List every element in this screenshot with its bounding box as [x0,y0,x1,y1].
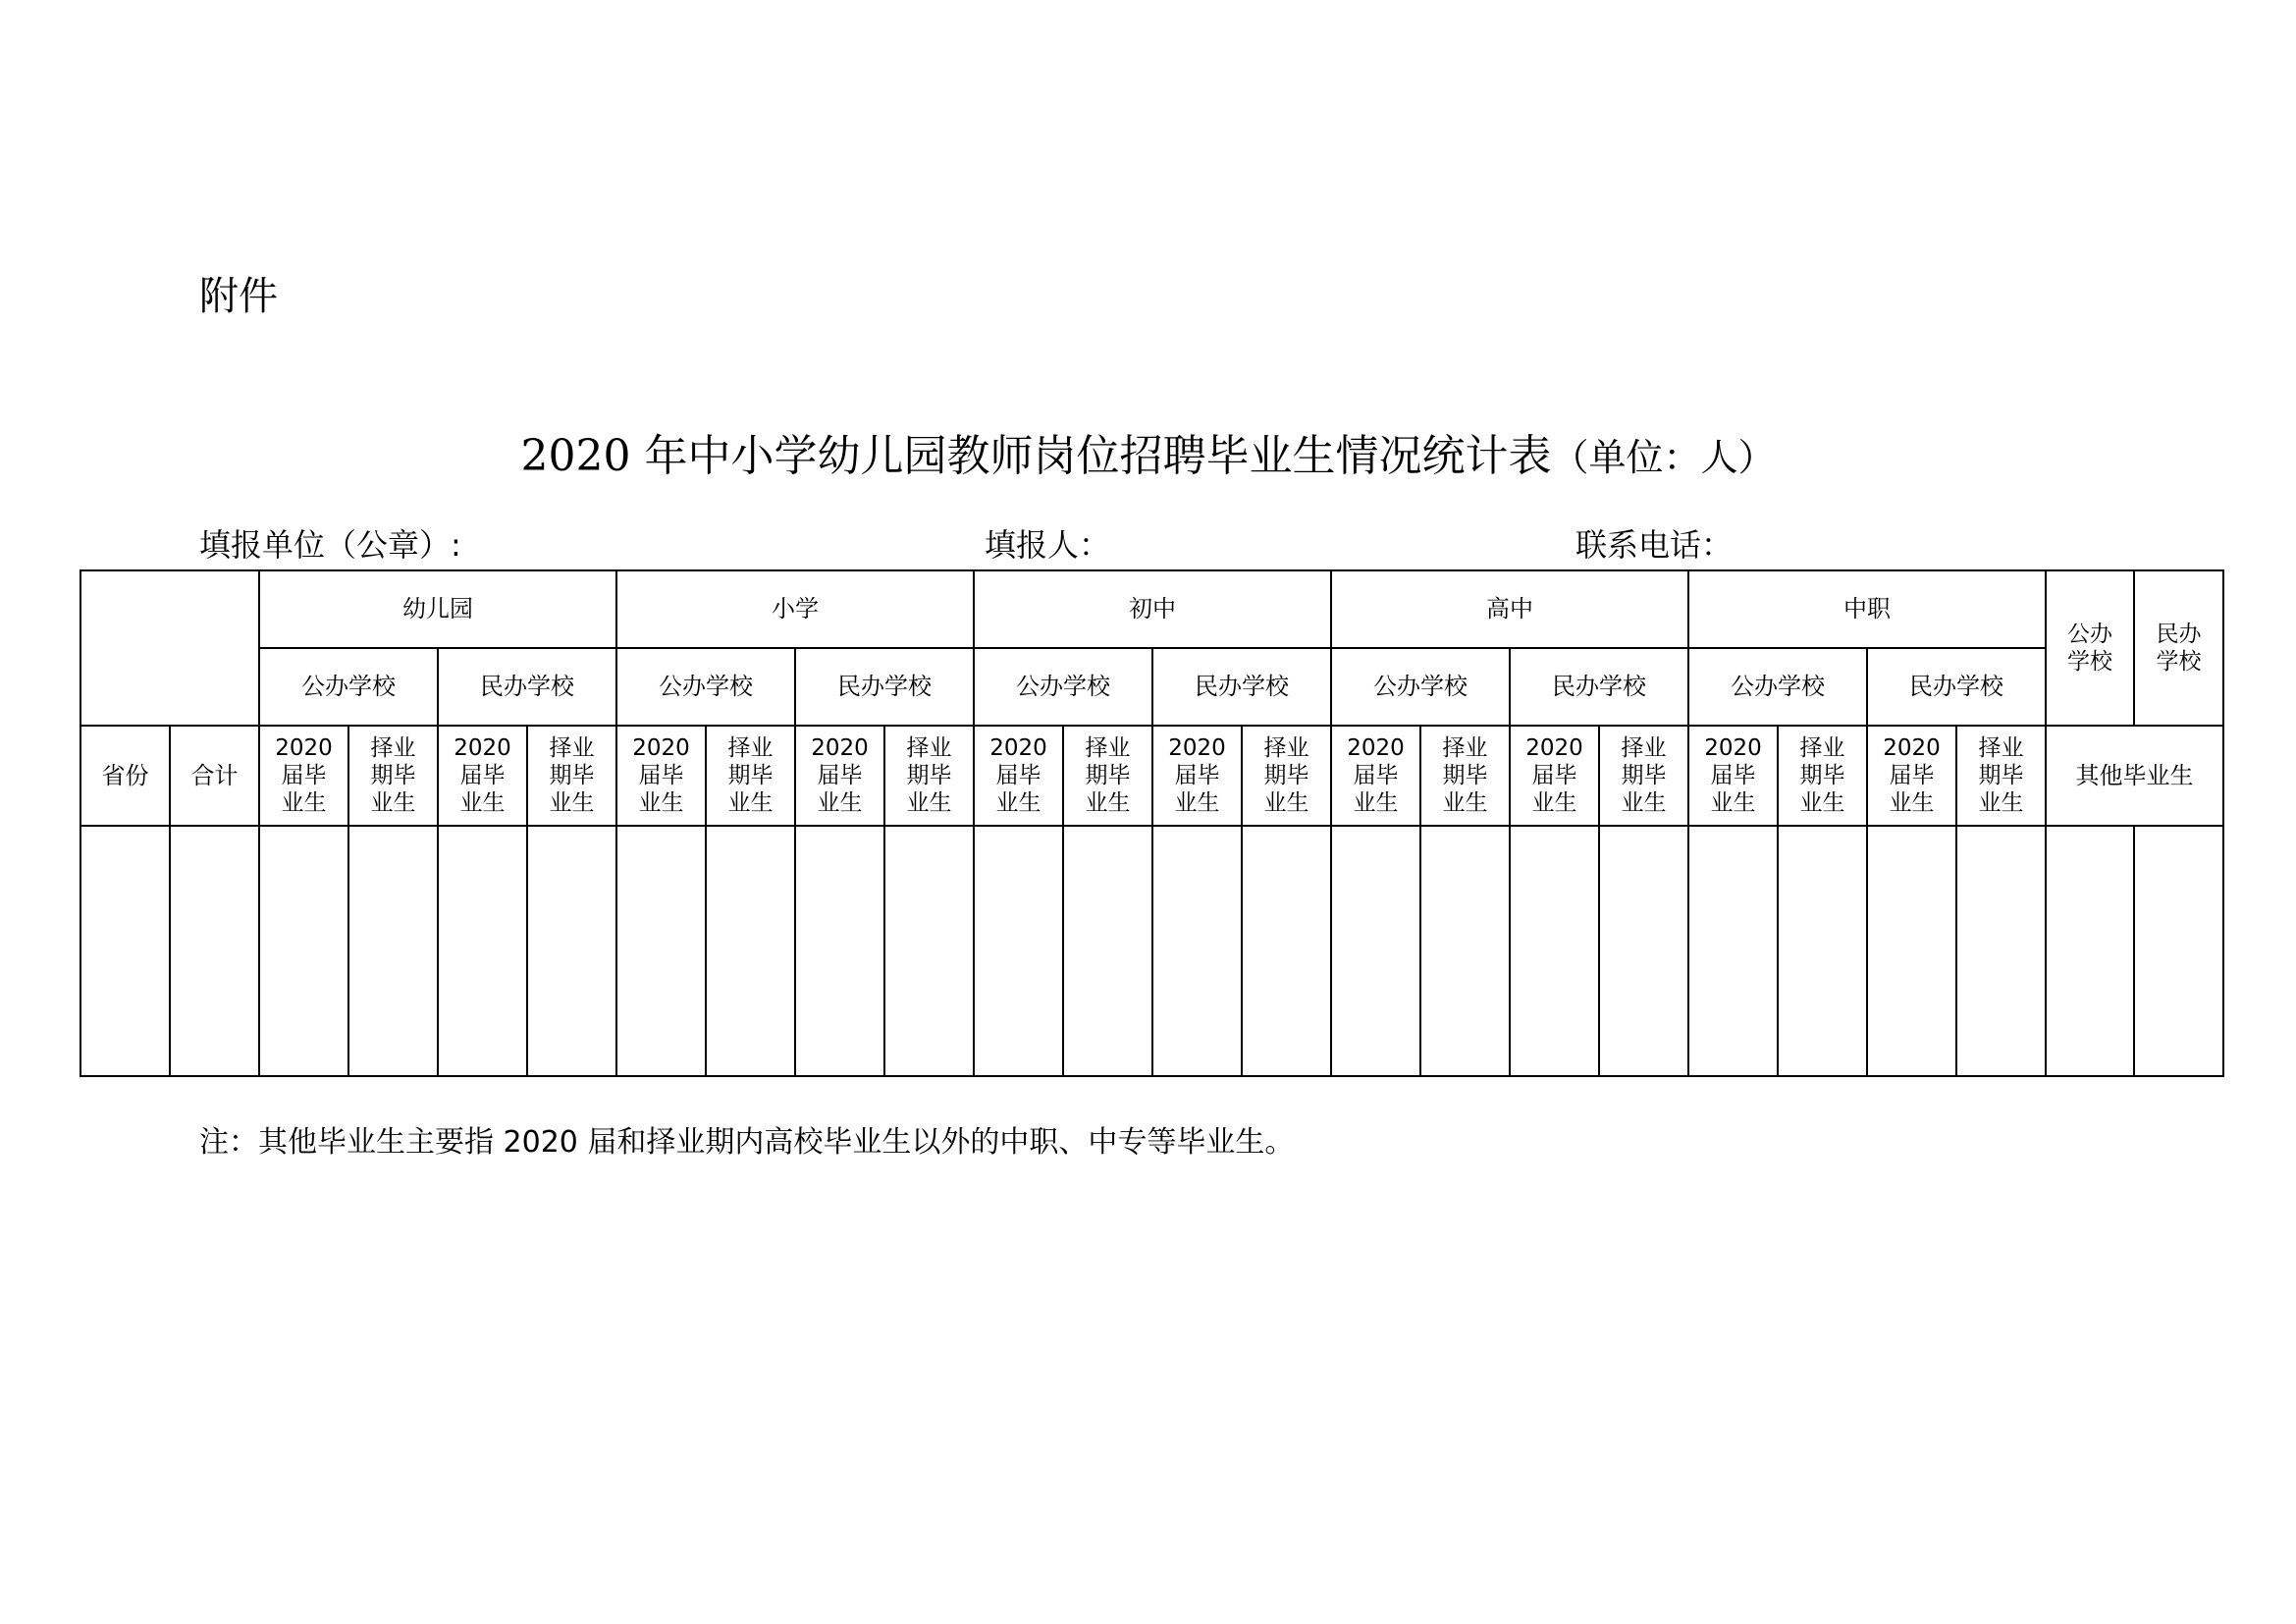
cell-other-private[interactable] [2134,826,2223,1076]
col-period-graduates: 择业 期毕 业生 [1599,726,1688,826]
col-period-graduates: 择业 期毕 业生 [1420,726,1510,826]
level-junior-high: 初中 [974,570,1331,648]
col-period-graduates: 择业 期毕 业生 [1242,726,1331,826]
title-unit: （单位：人） [1551,436,1776,479]
cell-value[interactable] [1063,826,1152,1076]
primary-public: 公办学校 [616,648,795,726]
cell-value[interactable] [1420,826,1510,1076]
cell-value[interactable] [1778,826,1867,1076]
extra-private-school: 民办 学校 [2134,570,2223,726]
level-kindergarten: 幼儿园 [259,570,616,648]
col-period-graduates: 择业 期毕 业生 [706,726,795,826]
level-primary: 小学 [616,570,974,648]
col-period-graduates: 择业 期毕 业生 [1063,726,1152,826]
extra-public-school: 公办 学校 [2046,570,2134,726]
kindergarten-public: 公办学校 [259,648,438,726]
col-2020-graduates: 2020 届毕 业生 [259,726,348,826]
col-2020-graduates: 2020 届毕 业生 [1510,726,1599,826]
col-2020-graduates: 2020 届毕 业生 [438,726,527,826]
cell-total[interactable] [170,826,259,1076]
col-2020-graduates: 2020 届毕 业生 [1867,726,1956,826]
col-other-graduates: 其他毕业生 [2046,726,2223,826]
phone-label: 联系电话： [1575,526,1734,564]
title-main: 2020 年中小学幼儿园教师岗位招聘毕业生情况统计表 [520,431,1552,481]
col-2020-graduates: 2020 届毕 业生 [616,726,706,826]
cell-value[interactable] [795,826,884,1076]
col-period-graduates: 择业 期毕 业生 [527,726,616,826]
primary-private: 民办学校 [795,648,974,726]
cell-value[interactable] [1599,826,1688,1076]
footnote: 注：其他毕业生主要指 2020 届和择业期内高校毕业生以外的中职、中专等毕业生。 [199,1125,1295,1160]
kindergarten-private: 民办学校 [438,648,616,726]
col-period-graduates: 择业 期毕 业生 [1956,726,2046,826]
cell-value[interactable] [1510,826,1599,1076]
reporter-label: 填报人： [985,526,1111,564]
cell-value[interactable] [527,826,616,1076]
col-2020-graduates: 2020 届毕 业生 [974,726,1063,826]
col-province: 省份 [80,726,170,826]
cell-value[interactable] [884,826,974,1076]
col-2020-graduates: 2020 届毕 业生 [1331,726,1420,826]
vocational-public: 公办学校 [1688,648,1867,726]
cell-value[interactable] [348,826,438,1076]
cell-value[interactable] [974,826,1063,1076]
col-2020-graduates: 2020 届毕 业生 [1152,726,1242,826]
col-period-graduates: 择业 期毕 业生 [884,726,974,826]
cell-value[interactable] [1867,826,1956,1076]
cell-value[interactable] [1331,826,1420,1076]
col-total: 合计 [170,726,259,826]
corner-cell [80,570,259,726]
junior-high-private: 民办学校 [1152,648,1331,726]
col-period-graduates: 择业 期毕 业生 [1778,726,1867,826]
data-row [80,826,2223,1076]
col-period-graduates: 择业 期毕 业生 [348,726,438,826]
page-title [0,420,2296,483]
cell-province[interactable] [80,826,170,1076]
cell-value[interactable] [1956,826,2046,1076]
vocational-private: 民办学校 [1867,648,2046,726]
header-row-levels [80,570,2223,648]
senior-high-public: 公办学校 [1331,648,1510,726]
reporting-unit-label: 填报单位（公章）: [199,526,461,564]
col-2020-graduates: 2020 届毕 业生 [1688,726,1778,826]
col-2020-graduates: 2020 届毕 业生 [795,726,884,826]
cell-value[interactable] [616,826,706,1076]
header-row-school-types [80,648,2223,726]
cell-value[interactable] [259,826,348,1076]
cell-value[interactable] [706,826,795,1076]
cell-value[interactable] [1242,826,1331,1076]
cell-other-public[interactable] [2046,826,2134,1076]
junior-high-public: 公办学校 [974,648,1152,726]
header-row-columns [80,726,2223,826]
cell-value[interactable] [438,826,527,1076]
cell-value[interactable] [1688,826,1778,1076]
cell-value[interactable] [1152,826,1242,1076]
level-senior-high: 高中 [1331,570,1688,648]
senior-high-private: 民办学校 [1510,648,1688,726]
attachment-label: 附件 [199,274,278,319]
statistics-table [80,569,2224,1077]
level-vocational: 中职 [1688,570,2046,648]
